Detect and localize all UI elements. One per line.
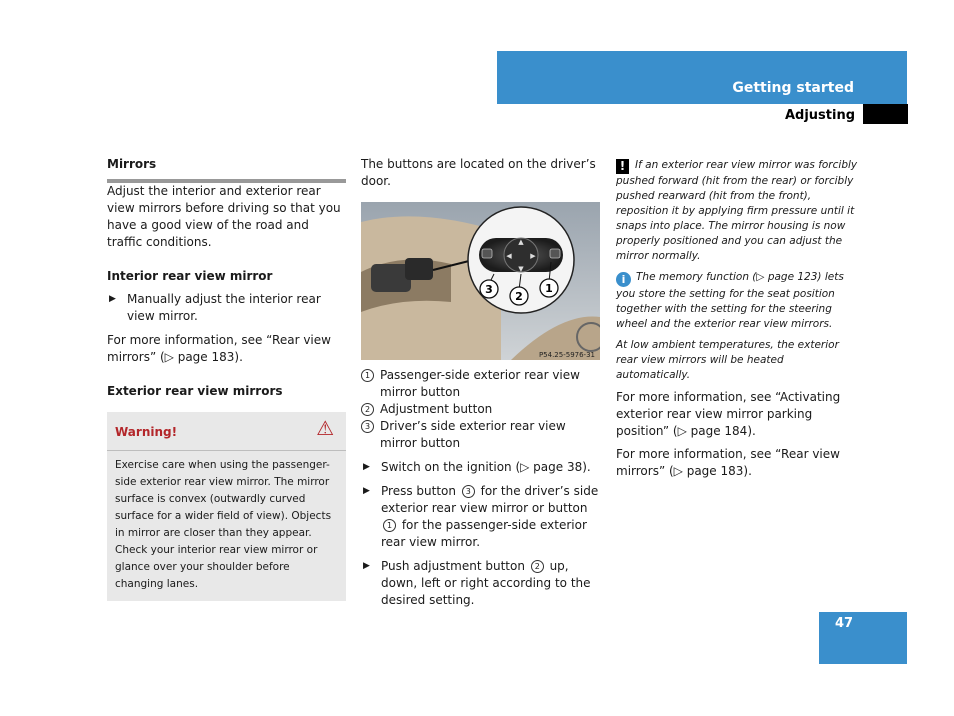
legend-item bbox=[361, 367, 600, 401]
header-band bbox=[497, 51, 907, 104]
arrow-right-icon: ▶ bbox=[530, 252, 536, 260]
step-text: Press button bbox=[381, 484, 460, 498]
step-press-button bbox=[361, 483, 600, 551]
step-text: Push adjustment button bbox=[381, 559, 529, 573]
step-text: for the passenger-side exterior rear view mirror. bbox=[381, 518, 587, 549]
page-number-band bbox=[819, 612, 907, 664]
column-right bbox=[616, 158, 858, 480]
page-number: 47 bbox=[835, 616, 854, 631]
legend-text: Passenger-side exterior rear view mirror button bbox=[380, 368, 580, 399]
bullet-arrow-icon: ▶ bbox=[109, 294, 116, 304]
door-photo-illustration bbox=[361, 202, 600, 360]
inline-number: 2 bbox=[531, 560, 544, 573]
warning-box bbox=[107, 412, 346, 601]
exterior-heading: Exterior rear view mirrors bbox=[107, 384, 283, 398]
caution-icon: ! bbox=[616, 159, 629, 174]
interior-bullet bbox=[107, 291, 346, 325]
warning-text: Exercise care when using the passenger-side exterior rear view mirror. The mirror surface is convex (outwardly curved surface for a wider field of view). Objects in mirror are closer than they appear. Check your interior rear view mirror or glance over your shoulder before changing lanes. bbox=[115, 459, 332, 590]
arrow-down-icon: ▼ bbox=[518, 265, 524, 273]
legend-number: 2 bbox=[361, 403, 374, 416]
caution-text: If an exterior rear view mirror was forcibly pushed forward (hit from the rear) or forcibly pushed rearward (hit from the front), reposition it by applying firm pressure until it snaps into place. The mirror housing is now properly positioned and you can adjust the mirror normally. bbox=[616, 159, 858, 262]
door-controls-figure bbox=[361, 202, 600, 360]
mirror-switch-panel bbox=[405, 258, 433, 280]
bullet-arrow-icon: ▶ bbox=[363, 561, 370, 571]
callout-1: 1 bbox=[545, 282, 553, 295]
mirrors-heading: Mirrors bbox=[107, 156, 346, 183]
legend-list bbox=[361, 367, 600, 452]
column-middle bbox=[361, 156, 600, 609]
section-title: Getting started bbox=[732, 80, 854, 96]
inline-number: 1 bbox=[383, 519, 396, 532]
step-text: up, down, left or right according to the desired setting. bbox=[381, 559, 591, 607]
heating-note: At low ambient temperatures, the exterior rear view mirrors will be heated automatically. bbox=[616, 339, 839, 381]
mirrors-intro: Adjust the interior and exterior rear view mirrors before driving so that you have a good view of the road and traffic conditions. bbox=[107, 184, 341, 249]
legend-number: 3 bbox=[361, 420, 374, 433]
bullet-arrow-icon: ▶ bbox=[363, 486, 370, 496]
warning-label: Warning! bbox=[115, 425, 178, 439]
legend-text: Driver’s side exterior rear view mirror button bbox=[380, 419, 566, 450]
caution-note bbox=[616, 158, 858, 264]
warning-triangle-icon: ⚠ bbox=[316, 416, 334, 440]
step-ignition bbox=[361, 459, 600, 476]
legend-item bbox=[361, 401, 600, 418]
subsection-marker bbox=[863, 104, 908, 124]
legend-text: Adjustment button bbox=[380, 402, 493, 416]
info-icon: i bbox=[616, 272, 631, 287]
info-text: The memory function (▷ page 123) lets you store the setting for the seat position together with the setting for the steering wheel and the exterior rear view mirrors. bbox=[616, 271, 844, 330]
interior-heading: Interior rear view mirror bbox=[107, 269, 273, 283]
left-mirror-button-icon bbox=[482, 249, 492, 258]
column-left bbox=[107, 156, 346, 601]
more-info-parking: For more information, see “Activating exterior rear view mirror parking position” (▷ page 184). bbox=[616, 390, 841, 438]
info-note bbox=[616, 270, 858, 332]
arrow-left-icon: ◀ bbox=[506, 252, 512, 260]
legend-number: 1 bbox=[361, 369, 374, 382]
inline-number: 3 bbox=[462, 485, 475, 498]
subsection-title: Adjusting bbox=[784, 108, 855, 123]
figure-code: P54.25-5976-31 bbox=[538, 351, 595, 359]
more-info-mirrors: For more information, see “Rear view mirrors” (▷ page 183). bbox=[616, 447, 840, 478]
warning-header bbox=[107, 412, 346, 451]
callout-2: 2 bbox=[515, 290, 523, 303]
callout-3: 3 bbox=[485, 283, 493, 296]
bullet-arrow-icon: ▶ bbox=[363, 462, 370, 472]
buttons-location: The buttons are located on the driver’s door. bbox=[361, 157, 596, 188]
step-ignition-text: Switch on the ignition (▷ page 38). bbox=[381, 460, 591, 474]
arrow-up-icon: ▲ bbox=[518, 238, 524, 246]
right-mirror-button-icon bbox=[550, 249, 560, 258]
interior-more-info: For more information, see “Rear view mirrors” (▷ page 183). bbox=[107, 333, 331, 364]
step-text: for the driver’s side exterior rear view mirror or button bbox=[381, 484, 599, 515]
step-push-adjust bbox=[361, 558, 600, 609]
legend-item bbox=[361, 418, 600, 452]
interior-bullet-text: Manually adjust the interior rear view mirror. bbox=[127, 292, 321, 323]
